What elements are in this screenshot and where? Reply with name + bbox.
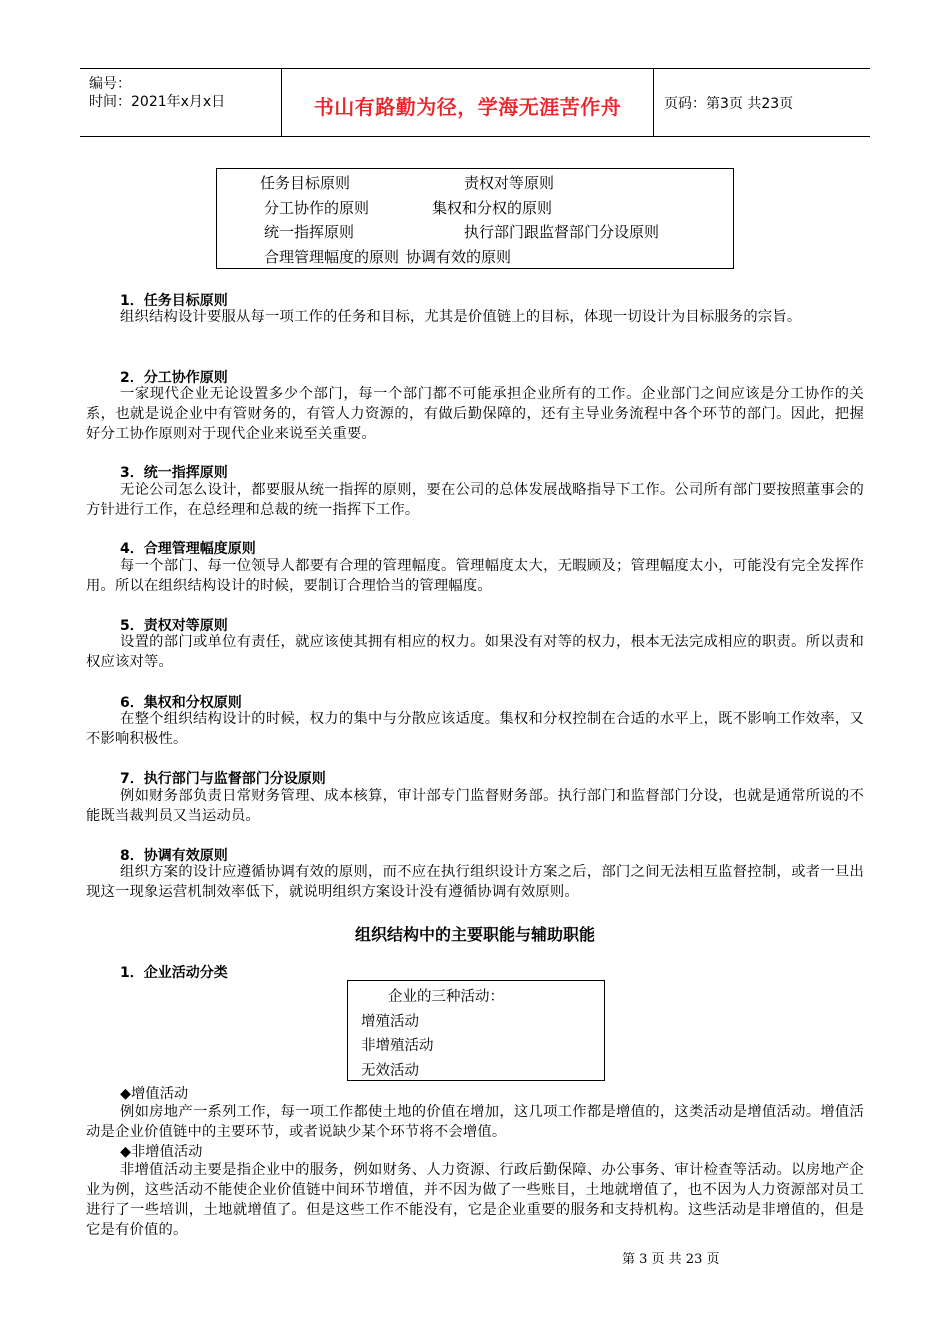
section-heading: 6．集权和分权原则 [120, 695, 242, 711]
section-heading: 8．协调有效原则 [120, 848, 228, 864]
document-number-label: 编号： [89, 76, 131, 92]
principle-item: 执行部门跟监督部门分设原则 [464, 223, 660, 241]
principle-item: 集权和分权的原则 [432, 199, 553, 217]
activity-item: 非增殖活动 [361, 1038, 434, 1054]
document-date-label: 时间：2021年x月x日 [89, 94, 226, 110]
section-body: 例如财务部负责日常财务管理、成本核算，审计部专门监督财务部。执行部门和监督部门分设，也就是通常所说的不能既当裁判员又当运动员。 [86, 788, 864, 824]
principle-item: 分工协作的原则 [264, 199, 370, 217]
page-header [80, 68, 870, 137]
activities-box [347, 980, 605, 1081]
non-value-added-heading: ◆非增值活动 [120, 1144, 203, 1160]
section-body: 无论公司怎么设计，都要服从统一指挥的原则，要在公司的总体发展战略指导下工作。公司所有部门要按照董事会的方针进行工作，在总经理和总裁的统一指挥下工作。 [86, 482, 864, 518]
activity-item: 无效活动 [361, 1063, 419, 1079]
section-body: 一家现代企业无论设置多少个部门，每一个部门都不可能承担企业所有的工作。企业部门之间应该是分工协作的关系，也就是说企业中有管财务的，有管人力资源的，有做后勤保障的，还有主导业务流程中各个环节的部门。因此，把握好分工协作原则对于现代企业来说至关重要。 [86, 386, 864, 442]
section-title: 组织结构中的主要职能与辅助职能 [354, 925, 595, 944]
section-heading: 3．统一指挥原则 [120, 465, 228, 481]
section-body: 在整个组织结构设计的时候，权力的集中与分散应该适度。集权和分权控制在合适的水平上，既不影响工作效率，又不影响积极性。 [86, 711, 864, 747]
principle-item: 统一指挥原则 [264, 223, 355, 241]
header-motto: 书山有路勤为径，学海无涯苦作舟 [313, 95, 622, 119]
header-info-cell [80, 69, 282, 136]
section-heading: 1．任务目标原则 [120, 293, 228, 309]
section-heading: 5．责权对等原则 [120, 618, 228, 634]
section-heading: 7．执行部门与监督部门分设原则 [120, 771, 326, 787]
header-page-number: 页码：第3页 共23页 [664, 96, 794, 112]
value-added-heading: ◆增值活动 [120, 1086, 189, 1102]
page-footer: 第 3 页 共 23 页 [622, 1252, 720, 1267]
value-added-body: 例如房地产一系列工作，每一项工作都使土地的价值在增加，这几项工作都是增值的，这类活动是增值活动。增值活动是企业价值链中的主要环节，或者说缺少某个环节将不会增值。 [86, 1104, 864, 1140]
activity-item: 增殖活动 [361, 1014, 419, 1030]
principle-item: 责权对等原则 [464, 174, 555, 192]
non-value-added-body: 非增值活动主要是指企业中的服务，例如财务、人力资源、行政后勤保障、办公事务、审计检查等活动。以房地产企业为例，这些活动不能使企业价值链中间环节增值，并不因为做了一些账目，土地就增值了，也不因为人力资源部对员工进行了一些培训，土地就增值了。但是这些工作不能没有，它是企业重要的服务和支持机构。这些活动是非增值的，但是它是有价值的。 [86, 1162, 864, 1238]
activities-box-title: 企业的三种活动： [388, 989, 504, 1005]
header-motto-cell [282, 69, 654, 136]
section-body: 组织结构设计要服从每一项工作的任务和目标，尤其是价值链上的目标，体现一切设计为目标服务的宗旨。 [120, 309, 802, 325]
section-heading: 2．分工协作原则 [120, 370, 228, 386]
principle-item: 合理管理幅度的原则 协调有效的原则 [264, 248, 512, 266]
principle-item: 任务目标原则 [260, 174, 351, 192]
principles-summary-box [216, 168, 734, 269]
section-heading: 4．合理管理幅度原则 [120, 541, 256, 557]
section-body: 设置的部门或单位有责任，就应该使其拥有相应的权力。如果没有对等的权力，根本无法完成相应的职责。所以责和权应该对等。 [86, 634, 864, 670]
section-body: 每一个部门、每一位领导人都要有合理的管理幅度。管理幅度太大，无暇顾及；管理幅度太小，可能没有完全发挥作用。所以在组织结构设计的时候，要制订合理恰当的管理幅度。 [86, 558, 864, 594]
subsection-heading: 1．企业活动分类 [120, 965, 228, 981]
section-body: 组织方案的设计应遵循协调有效的原则，而不应在执行组织设计方案之后，部门之间无法相互监督控制，或者一旦出现这一现象运营机制效率低下，就说明组织方案设计没有遵循协调有效原则。 [86, 864, 864, 900]
